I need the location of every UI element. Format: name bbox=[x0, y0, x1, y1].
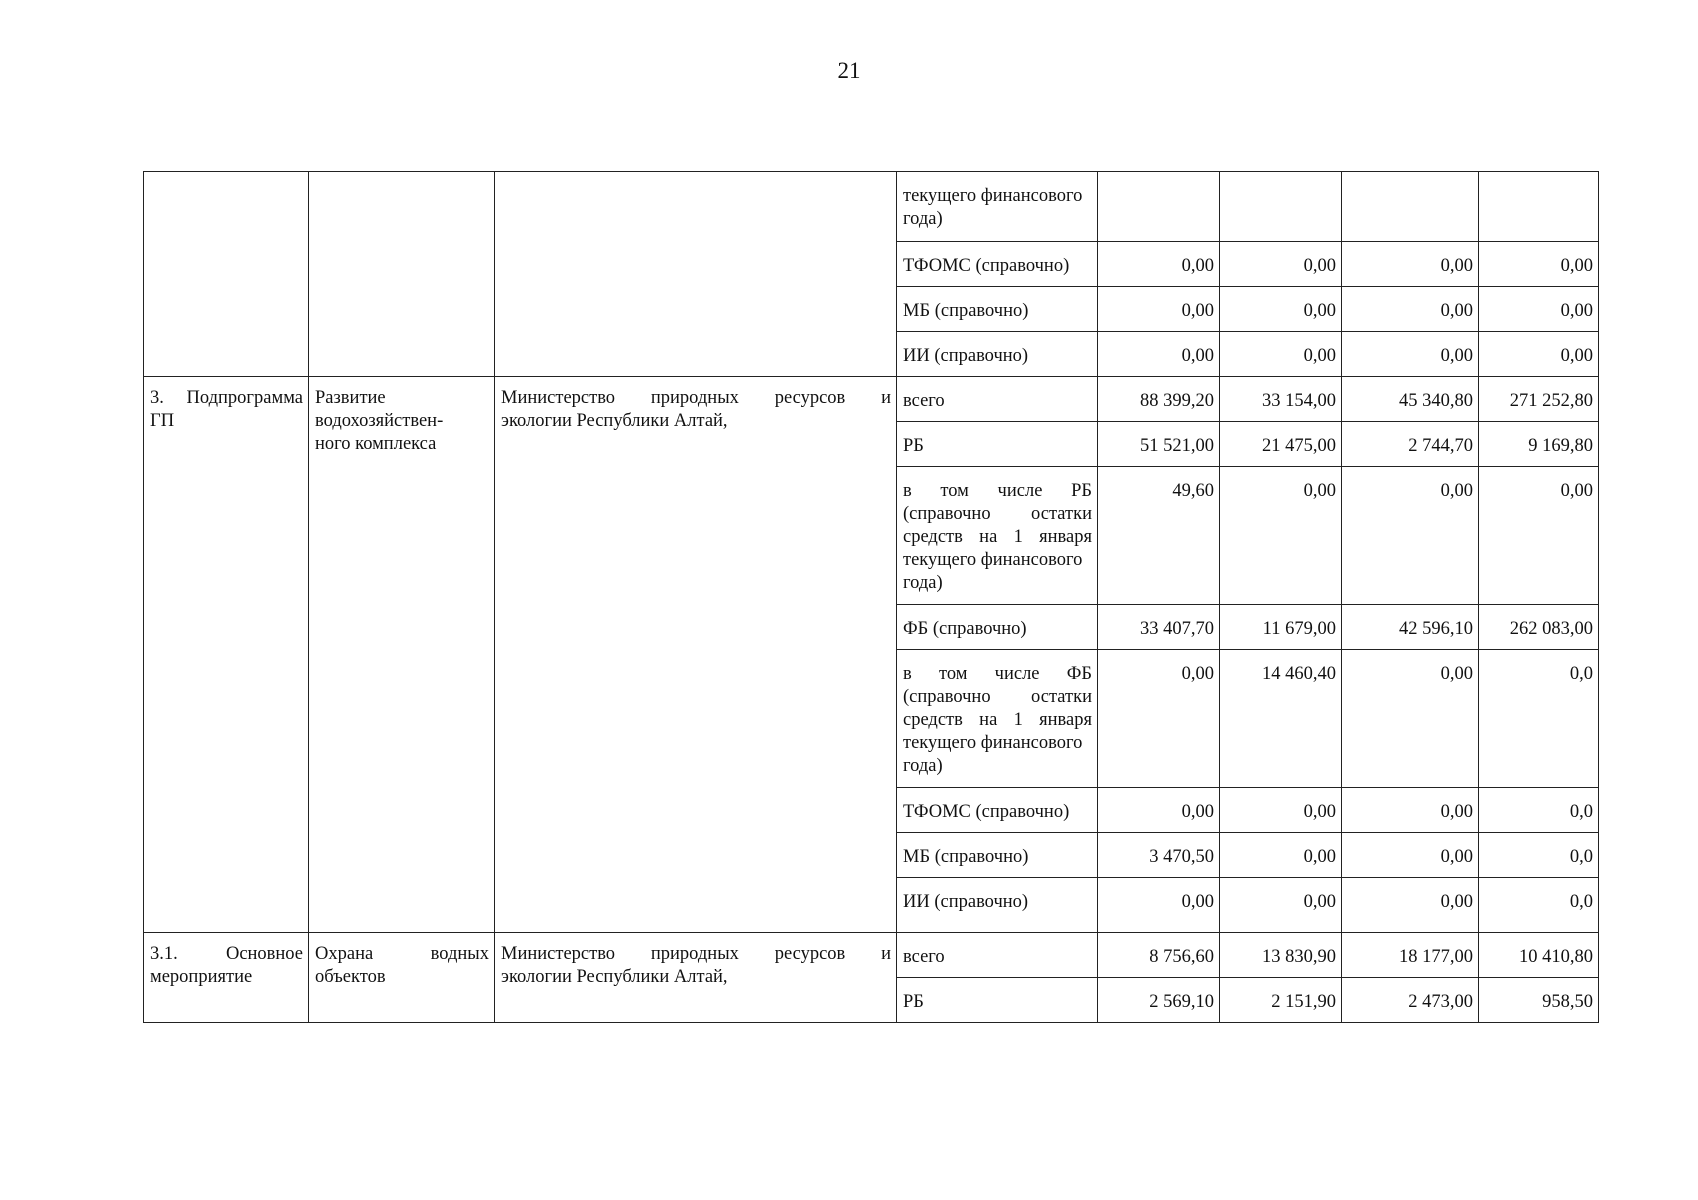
executor-line: экологии Республики Алтай, bbox=[501, 411, 728, 431]
funding-source-text: текущего финансового года) bbox=[903, 550, 1083, 593]
value-cell: 18 177,00 bbox=[1342, 933, 1479, 978]
value-cell: 51 521,00 bbox=[1098, 422, 1220, 467]
status-cell bbox=[144, 933, 309, 1023]
funding-source-cell: всего bbox=[897, 377, 1098, 422]
funding-source-text: в том числе РБ (справочно остатки средств на 1 января bbox=[903, 481, 1092, 547]
table-row bbox=[144, 933, 1599, 978]
value-cell: 0,00 bbox=[1098, 332, 1220, 377]
value-cell: 0,00 bbox=[1220, 833, 1342, 878]
value-cell: 0,00 bbox=[1342, 242, 1479, 287]
value-cell bbox=[1479, 172, 1599, 242]
value-cell: 14 460,40 bbox=[1220, 650, 1342, 788]
value-cell: 3 470,50 bbox=[1098, 833, 1220, 878]
funding-source-text: текущего финансового года) bbox=[903, 733, 1083, 776]
value-cell: 0,00 bbox=[1479, 242, 1599, 287]
value-cell: 0,0 bbox=[1479, 833, 1599, 878]
value-cell: 10 410,80 bbox=[1479, 933, 1599, 978]
value-cell: 42 596,10 bbox=[1342, 605, 1479, 650]
value-cell: 33 154,00 bbox=[1220, 377, 1342, 422]
executor-cell bbox=[495, 172, 897, 377]
value-cell: 0,00 bbox=[1342, 332, 1479, 377]
executor-cell bbox=[495, 377, 897, 933]
funding-source-cell: ИИ (справочно) bbox=[897, 332, 1098, 377]
value-cell: 0,0 bbox=[1479, 788, 1599, 833]
program-name-line: Охрана водных bbox=[315, 944, 489, 964]
value-cell bbox=[1098, 172, 1220, 242]
program-name-cell bbox=[309, 172, 495, 377]
value-cell: 2 569,10 bbox=[1098, 978, 1220, 1023]
funding-source-cell: текущего финансового года) bbox=[897, 172, 1098, 242]
funding-source-cell bbox=[897, 467, 1098, 605]
program-name-cell bbox=[309, 377, 495, 933]
value-cell: 0,00 bbox=[1220, 332, 1342, 377]
funding-source-cell: МБ (справочно) bbox=[897, 833, 1098, 878]
value-cell: 0,00 bbox=[1479, 467, 1599, 605]
value-cell: 13 830,90 bbox=[1220, 933, 1342, 978]
value-cell bbox=[1220, 172, 1342, 242]
value-cell: 0,00 bbox=[1220, 878, 1342, 933]
value-cell: 0,00 bbox=[1479, 287, 1599, 332]
executor-line: экологии Республики Алтай, bbox=[501, 967, 728, 987]
program-name-line: водохозяйствен- bbox=[315, 411, 444, 431]
value-cell: 88 399,20 bbox=[1098, 377, 1220, 422]
value-cell: 11 679,00 bbox=[1220, 605, 1342, 650]
value-cell: 0,00 bbox=[1342, 650, 1479, 788]
value-cell: 0,00 bbox=[1220, 242, 1342, 287]
value-cell: 0,00 bbox=[1342, 878, 1479, 933]
value-cell: 45 340,80 bbox=[1342, 377, 1479, 422]
value-cell: 0,00 bbox=[1098, 242, 1220, 287]
value-cell: 958,50 bbox=[1479, 978, 1599, 1023]
value-cell: 21 475,00 bbox=[1220, 422, 1342, 467]
page-number: 21 bbox=[837, 58, 861, 83]
value-cell: 0,00 bbox=[1220, 467, 1342, 605]
value-cell: 0,00 bbox=[1220, 287, 1342, 332]
value-cell: 0,00 bbox=[1479, 332, 1599, 377]
value-cell: 0,0 bbox=[1479, 650, 1599, 788]
funding-source-cell: всего bbox=[897, 933, 1098, 978]
value-cell: 49,60 bbox=[1098, 467, 1220, 605]
funding-source-cell: ИИ (справочно) bbox=[897, 878, 1098, 933]
program-name-line: ного комплекса bbox=[315, 434, 437, 454]
value-cell: 0,00 bbox=[1342, 833, 1479, 878]
value-cell: 2 151,90 bbox=[1220, 978, 1342, 1023]
program-name-line: Развитие bbox=[315, 388, 386, 408]
funding-source-cell: ФБ (справочно) bbox=[897, 605, 1098, 650]
budget-table bbox=[143, 171, 1599, 1023]
value-cell: 2 744,70 bbox=[1342, 422, 1479, 467]
status-cell: 3. Подпрограмма ГП bbox=[144, 377, 309, 933]
program-name-cell bbox=[309, 933, 495, 1023]
funding-source-cell: МБ (справочно) bbox=[897, 287, 1098, 332]
program-name-line: объектов bbox=[315, 967, 386, 987]
funding-source-cell: РБ bbox=[897, 978, 1098, 1023]
value-cell: 0,00 bbox=[1098, 650, 1220, 788]
value-cell: 0,0 bbox=[1479, 878, 1599, 933]
funding-source-cell: ТФОМС (справочно) bbox=[897, 788, 1098, 833]
funding-source-cell: ТФОМС (справочно) bbox=[897, 242, 1098, 287]
value-cell: 8 756,60 bbox=[1098, 933, 1220, 978]
value-cell bbox=[1342, 172, 1479, 242]
status-text: 3.1. Основное мероприятие bbox=[150, 944, 303, 987]
status-cell bbox=[144, 172, 309, 377]
value-cell: 33 407,70 bbox=[1098, 605, 1220, 650]
table-row bbox=[144, 172, 1599, 242]
value-cell: 2 473,00 bbox=[1342, 978, 1479, 1023]
value-cell: 0,00 bbox=[1098, 788, 1220, 833]
value-cell: 262 083,00 bbox=[1479, 605, 1599, 650]
value-cell: 0,00 bbox=[1220, 788, 1342, 833]
executor-line: Министерство природных ресурсов и bbox=[501, 388, 891, 408]
value-cell: 0,00 bbox=[1098, 287, 1220, 332]
executor-cell bbox=[495, 933, 897, 1023]
value-cell: 0,00 bbox=[1342, 287, 1479, 332]
value-cell: 0,00 bbox=[1342, 788, 1479, 833]
value-cell: 271 252,80 bbox=[1479, 377, 1599, 422]
value-cell: 0,00 bbox=[1098, 878, 1220, 933]
funding-source-text: в том числе ФБ (справочно остатки средств на 1 января bbox=[903, 664, 1092, 730]
executor-line: Министерство природных ресурсов и bbox=[501, 944, 891, 964]
table-row bbox=[144, 377, 1599, 422]
value-cell: 9 169,80 bbox=[1479, 422, 1599, 467]
value-cell: 0,00 bbox=[1342, 467, 1479, 605]
funding-source-cell bbox=[897, 650, 1098, 788]
funding-source-cell: РБ bbox=[897, 422, 1098, 467]
